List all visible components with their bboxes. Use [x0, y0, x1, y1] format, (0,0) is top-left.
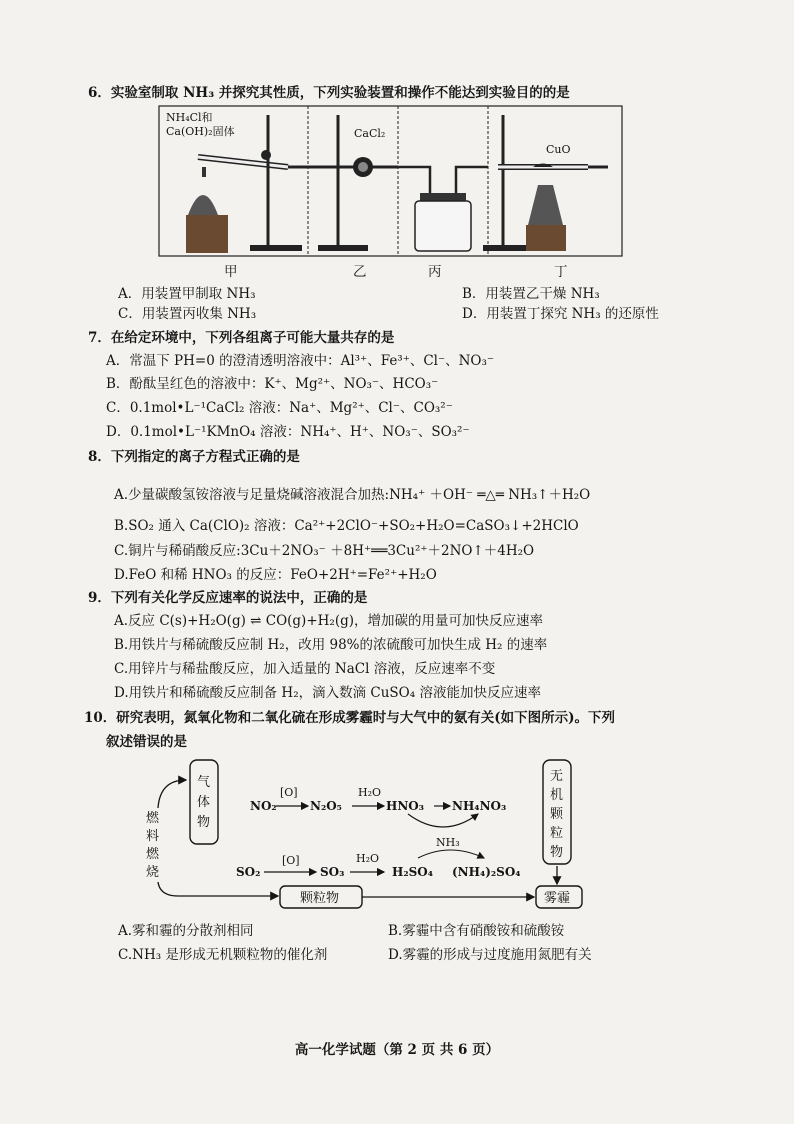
q7-stem: 7．在给定环境中，下列各组离子可能大量共存的是: [88, 330, 395, 346]
apparatus-bing: [398, 167, 488, 251]
q6-apparatus-figure: [158, 105, 623, 260]
label-gas-1: 气: [197, 775, 211, 790]
q10-haze-diagram: [138, 758, 598, 918]
label-fuel-4: 烧: [146, 865, 160, 880]
q6-option-a: A．用装置甲制取 NH₃: [118, 286, 256, 302]
q10-option-b: B.雾霾中含有硝酸铵和硫酸铵: [388, 923, 565, 939]
q9-option-b: B.用铁片与稀硫酸反应制 H₂，改用 98%的浓硫酸可加快生成 H₂ 的速率: [114, 637, 548, 653]
formula-so2: SO₂: [236, 865, 261, 879]
label-inorganic-3: 颗: [550, 807, 564, 822]
apparatus-ding: [483, 115, 608, 251]
label-fuel-3: 燃: [146, 847, 160, 862]
q6-option-b: B．用装置乙干燥 NH₃: [462, 286, 600, 302]
formula-nh4no3: NH₄NO₃: [452, 799, 507, 813]
label-inorganic-4: 粒: [550, 826, 564, 841]
label-water-1: H₂O: [358, 786, 382, 799]
label-oxidation-1: [O]: [280, 786, 298, 799]
q7-option-a: A．常温下 PH=0 的澄清透明溶液中：Al³⁺、Fe³⁺、Cl⁻、NO₃⁻: [106, 353, 495, 369]
formula-no2: NO₂: [250, 799, 277, 813]
q10-option-d: D.雾霾的形成与过度施用氮肥有关: [388, 947, 592, 963]
label-water-2: H₂O: [356, 852, 380, 865]
q9-stem: 9．下列有关化学反应速率的说法中，正确的是: [88, 590, 368, 606]
q9-option-d: D.用铁片和稀硫酸反应制备 H₂，滴入数滴 CuSO₄ 溶液能加快反应速率: [114, 685, 541, 701]
label-gas-3: 物: [197, 815, 211, 830]
label-haze: 雾霾: [544, 891, 571, 906]
formula-hno3: HNO₃: [386, 799, 425, 813]
q9-option-c: C.用锌片与稀盐酸反应，加入适量的 NaCl 溶液，反应速率不变: [114, 661, 496, 677]
q7-option-c: C．0.1mol•L⁻¹CaCl₂ 溶液：Na⁺、Mg²⁺、Cl⁻、CO₃²⁻: [106, 400, 453, 416]
label-fuel-1: 燃: [146, 811, 160, 826]
label-reagent-1: NH₄Cl和: [166, 111, 213, 124]
q8-stem: 8．下列指定的离子方程式正确的是: [88, 449, 300, 465]
q7-option-b: B．酚酞呈红色的溶液中：K⁺、Mg²⁺、NO₃⁻、HCO₃⁻: [106, 376, 439, 392]
q6-stem: 6．实验室制取 NH₃ 并探究其性质，下列实验装置和操作不能达到实验目的的是: [88, 85, 570, 101]
label-drying-agent: CaCl₂: [354, 127, 386, 140]
formula-h2so4: H₂SO₄: [392, 865, 433, 879]
label-oxide: CuO: [546, 143, 571, 156]
formula-nh42so4: (NH₄)₂SO₄: [452, 865, 521, 879]
label-oxidation-2: [O]: [282, 854, 300, 867]
q10-option-c: C.NH₃ 是形成无机颗粒物的催化剂: [118, 947, 328, 963]
label-inorganic-1: 无: [550, 769, 564, 784]
label-fuel-2: 料: [146, 829, 160, 844]
label-jia: 甲: [224, 264, 238, 280]
page-footer: 高一化学试题（第 2 页 共 6 页）: [294, 1042, 500, 1058]
label-inorganic-5: 物: [550, 845, 564, 860]
q10-stem-line-2: 叙述错误的是: [106, 734, 187, 750]
q8-option-c: C.铜片与稀硝酸反应:3Cu＋2NO₃⁻ ＋8H⁺══3Cu²⁺＋2NO↑＋4H₂O: [114, 543, 535, 559]
q8-option-d: D.FeO 和稀 HNO₃ 的反应：FeO+2H⁺=Fe²⁺+H₂O: [114, 567, 437, 583]
label-yi: 乙: [353, 264, 367, 280]
formula-so3: SO₃: [320, 865, 345, 879]
q10-stem-line-1: 10．研究表明，氮氧化物和二氧化硫在形成雾霾时与大气中的氨有关(如下图所示)。下列: [84, 710, 616, 726]
label-particles: 颗粒物: [300, 891, 340, 906]
q8-option-a: A.少量碳酸氢铵溶液与足量烧碱溶液混合加热:NH₄⁺ ＋OH⁻ ═△═ NH₃↑＋H₂O: [114, 487, 591, 503]
formula-n2o5: N₂O₅: [310, 799, 342, 813]
q9-option-a: A.反应 C(s)+H₂O(g) ⇌ CO(g)+H₂(g)，增加碳的用量可加快反应速率: [114, 613, 544, 629]
q6-option-c: C．用装置丙收集 NH₃: [118, 306, 257, 322]
q10-option-a: A.雾和霾的分散剂相同: [118, 923, 254, 939]
q7-option-d: D．0.1mol•L⁻¹KMnO₄ 溶液：NH₄⁺、H⁺、NO₃⁻、SO₃²⁻: [106, 424, 470, 440]
label-gas-2: 体: [197, 795, 211, 810]
label-reagent-2: Ca(OH)₂固体: [166, 125, 235, 138]
label-bing: 丙: [428, 264, 442, 280]
q6-option-d: D．用装置丁探究 NH₃ 的还原性: [462, 306, 659, 322]
q8-option-b: B.SO₂ 通入 Ca(ClO)₂ 溶液：Ca²⁺+2ClO⁻+SO₂+H₂O=CaSO₃↓+2HClO: [114, 518, 579, 534]
label-ammonia: NH₃: [436, 836, 460, 849]
label-inorganic-2: 机: [550, 788, 564, 803]
label-ding: 丁: [554, 264, 568, 280]
